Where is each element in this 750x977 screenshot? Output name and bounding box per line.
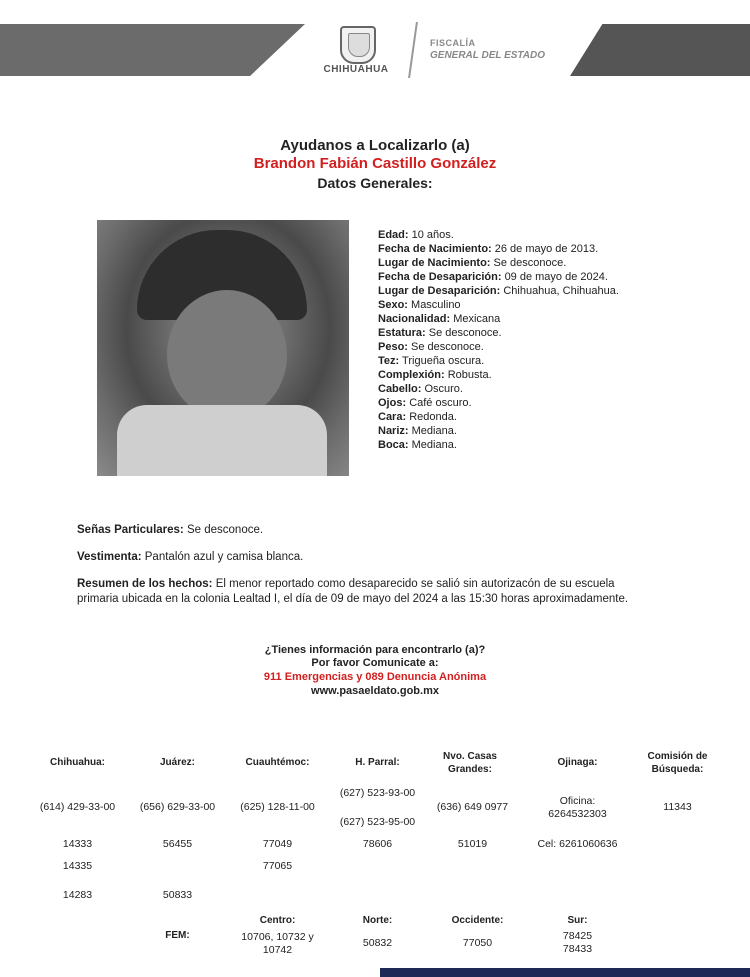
- website-link[interactable]: www.pasaeldato.gob.mx: [311, 685, 439, 697]
- table-header-parral: H. Parral:: [355, 757, 400, 768]
- table-cell: 14283: [62, 889, 93, 901]
- table-cell: 6264532303: [548, 808, 607, 820]
- detail-row: Edad: 10 años.: [378, 229, 454, 241]
- section-heading: Datos Generales:: [317, 175, 433, 191]
- fem-header-centro: Centro:: [259, 915, 296, 926]
- table-cell: (614) 429-33-00: [39, 801, 116, 813]
- table-header-juarez: Juárez:: [159, 757, 195, 768]
- missing-person-name: Brandon Fabián Castillo González: [253, 155, 497, 172]
- table-cell: 77049: [262, 838, 293, 850]
- org-line2: GENERAL DEL ESTADO: [430, 50, 546, 61]
- table-cell: (636) 649 0977: [436, 801, 509, 813]
- table-cell: (656) 629-33-00: [139, 801, 216, 813]
- detail-row: Nariz: Mediana.: [378, 425, 457, 437]
- detail-row: Complexión: Robusta.: [378, 369, 492, 381]
- table-cell: Oficina:: [559, 795, 596, 807]
- missing-person-photo: [97, 220, 349, 476]
- fem-occidente: 77050: [462, 937, 493, 949]
- table-cell: 14333: [62, 838, 93, 850]
- table-cell: 14335: [62, 860, 93, 872]
- fem-sur: 78425: [562, 930, 593, 942]
- header-divider: [408, 22, 418, 78]
- detail-row: Estatura: Se desconoce.: [378, 327, 502, 339]
- table-cell: Cel: 6261060636: [537, 838, 618, 850]
- detail-row: Ojos: Café oscuro.: [378, 397, 472, 409]
- table-cell: (625) 128-11-00: [240, 801, 315, 813]
- detail-row: Fecha de Nacimiento: 26 de mayo de 2013.: [378, 243, 599, 255]
- fem-header-occidente: Occidente:: [451, 915, 504, 926]
- detail-row: Peso: Se desconoce.: [378, 341, 484, 353]
- table-cell: 77065: [262, 860, 293, 872]
- fem-norte: 50832: [362, 937, 393, 949]
- detail-row: Cabello: Oscuro.: [378, 383, 463, 395]
- detail-row: Cara: Redonda.: [378, 411, 457, 423]
- detail-row: Lugar de Desaparición: Chihuahua, Chihuahua.: [378, 285, 619, 297]
- table-header-nvo-casas: Nvo. Casas Grandes:: [443, 751, 497, 775]
- fem-label: FEM:: [165, 930, 190, 941]
- senas-particulares: Señas Particulares: Se desconoce.: [77, 524, 264, 536]
- page-title: Ayudanos a Localizarlo (a): [280, 137, 470, 154]
- table-header-cuauhtemoc: Cuauhtémoc:: [245, 757, 310, 768]
- detail-row: Fecha de Desaparición: 09 de mayo de 2024.: [378, 271, 608, 283]
- contact-please: Por favor Comunicate a:: [311, 657, 439, 669]
- header-band-right: [570, 24, 750, 76]
- detail-row: Sexo: Masculino: [378, 299, 461, 311]
- table-cell: 51019: [457, 838, 488, 850]
- org-line1: FISCALÍA: [430, 38, 476, 48]
- table-cell: 50833: [162, 889, 193, 901]
- table-header-chihuahua: Chihuahua:: [50, 757, 105, 768]
- logo-label: CHIHUAHUA: [323, 64, 389, 75]
- table-cell: (627) 523-93-00: [339, 787, 416, 799]
- table-header-ojinaga: Ojinaga:: [557, 757, 598, 768]
- resumen-hechos: Resumen de los hechos: El menor reportado como desaparecido se salió sin autorizacón de su escuela: [77, 578, 615, 590]
- fem-header-norte: Norte:: [362, 915, 393, 926]
- table-cell: 78606: [362, 838, 393, 850]
- fem-centro: 10706, 10732 y 10742: [241, 931, 314, 956]
- contact-question: ¿Tienes información para encontrarlo (a)?: [264, 644, 486, 656]
- detail-row: Boca: Mediana.: [378, 439, 457, 451]
- vestimenta: Vestimenta: Pantalón azul y camisa blanca.: [77, 551, 304, 563]
- detail-row: Tez: Trigueña oscura.: [378, 355, 485, 367]
- table-cell: 56455: [162, 838, 193, 850]
- resumen-hechos-cont: primaria ubicada en la colonia Lealtad I, el día de 09 de mayo del 2024 a las 15:30 horas aproximadamente.: [77, 593, 629, 605]
- footer-bar: [380, 968, 750, 977]
- detail-row: Lugar de Nacimiento: Se desconoce.: [378, 257, 567, 269]
- table-cell: 11343: [663, 801, 692, 813]
- emergency-numbers: 911 Emergencias y 089 Denuncia Anónima: [263, 671, 487, 683]
- detail-row: Nacionalidad: Mexicana: [378, 313, 501, 325]
- table-header-comision: Comisión de Búsqueda:: [647, 751, 708, 775]
- header-band-left: [0, 24, 305, 76]
- table-cell: (627) 523-95-00: [339, 816, 416, 828]
- chihuahua-shield-icon: [340, 26, 376, 64]
- fem-sur: 78433: [562, 943, 593, 955]
- fem-header-sur: Sur:: [567, 915, 588, 926]
